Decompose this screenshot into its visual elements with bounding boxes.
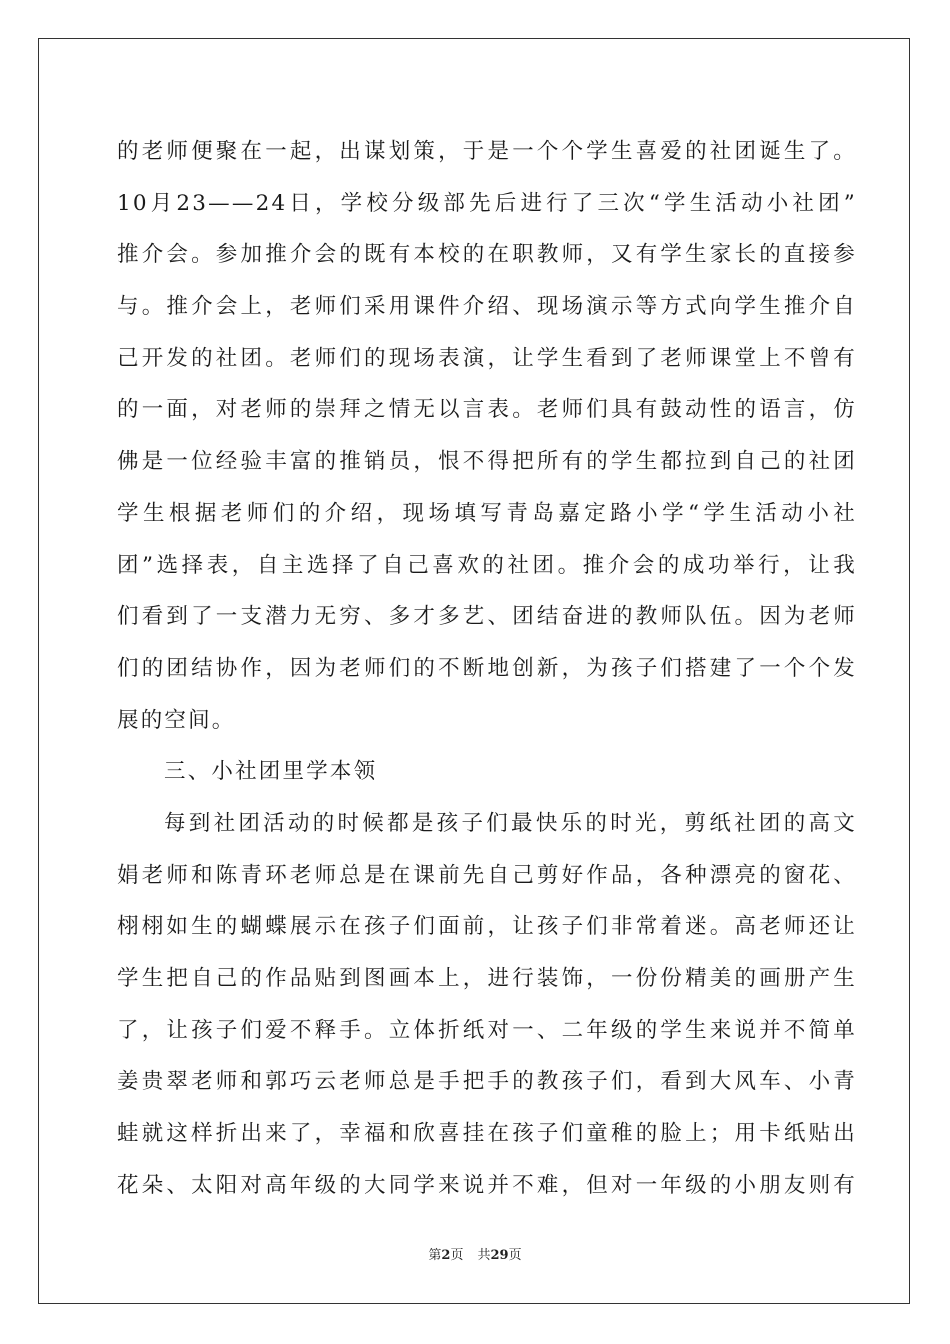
text-line: 学生根据老师们的介绍，现场填写青岛嘉定路小学“学生活动小社 bbox=[117, 500, 857, 526]
text-line: 展的空间。 bbox=[117, 707, 236, 733]
text-line: 与。推介会上，老师们采用课件介绍、现场演示等方式向学生推介自 bbox=[117, 294, 857, 320]
text-line: 佛是一位经验丰富的推销员，恨不得把所有的学生都拉到自己的社团 bbox=[117, 449, 857, 475]
total-suffix: 页 bbox=[508, 1248, 522, 1263]
text-line: 每到社团活动的时候都是孩子们最快乐的时光，剪纸社团的高文 bbox=[164, 810, 857, 836]
text-line: 们的团结协作，因为老师们的不断地创新，为孩子们搭建了一个个发 bbox=[117, 655, 857, 681]
page-footer bbox=[0, 1247, 950, 1265]
text-line: 栩栩如生的蝴蝶展示在孩子们面前，让孩子们非常着迷。高老师还让 bbox=[117, 914, 857, 940]
total-pages: 29 bbox=[490, 1248, 509, 1263]
text-line: 蛙就这样折出来了，幸福和欣喜挂在孩子们童稚的脸上；用卡纸贴出 bbox=[117, 1121, 857, 1147]
text-line: 姜贵翠老师和郭巧云老师总是手把手的教孩子们，看到大风车、小青 bbox=[117, 1069, 857, 1095]
document-body bbox=[117, 126, 857, 1211]
text-line: 的一面，对老师的崇拜之情无以言表。老师们具有鼓动性的语言，仿 bbox=[117, 397, 857, 423]
text-line: 了，让孩子们爱不释手。立体折纸对一、二年级的学生来说并不简单 bbox=[117, 1017, 857, 1043]
total-prefix: 共 bbox=[477, 1248, 491, 1263]
text-line: 娟老师和陈青环老师总是在课前先自己剪好作品，各种漂亮的窗花、 bbox=[117, 862, 857, 888]
text-line: 学生把自己的作品贴到图画本上，进行装饰，一份份精美的画册产生 bbox=[117, 966, 857, 991]
text-line: 的老师便聚在一起，出谋划策，于是一个个学生喜爱的社团诞生了。 bbox=[117, 139, 857, 164]
section-heading: 三、小社团里学本领 bbox=[164, 759, 378, 785]
text-line: 己开发的社团。老师们的现场表演，让学生看到了老师课堂上不曾有 bbox=[117, 345, 857, 371]
text-line: 花朵、太阳对高年级的大同学来说并不难，但对一年级的小朋友则有 bbox=[117, 1172, 857, 1198]
text-line: 团”选择表，自主选择了自己喜欢的社团。推介会的成功举行，让我 bbox=[117, 552, 857, 578]
page-number: 2 bbox=[441, 1248, 451, 1263]
page-suffix: 页 bbox=[450, 1248, 464, 1263]
page-prefix: 第 bbox=[428, 1248, 442, 1263]
text-line: 推介会。参加推介会的既有本校的在职教师，又有学生家长的直接参 bbox=[117, 242, 857, 268]
text-line: 们看到了一支潜力无穷、多才多艺、团结奋进的教师队伍。因为老师 bbox=[117, 604, 857, 630]
text-line: 10月23——24日，学校分级部先后进行了三次“学生活动小社团” bbox=[117, 190, 857, 216]
